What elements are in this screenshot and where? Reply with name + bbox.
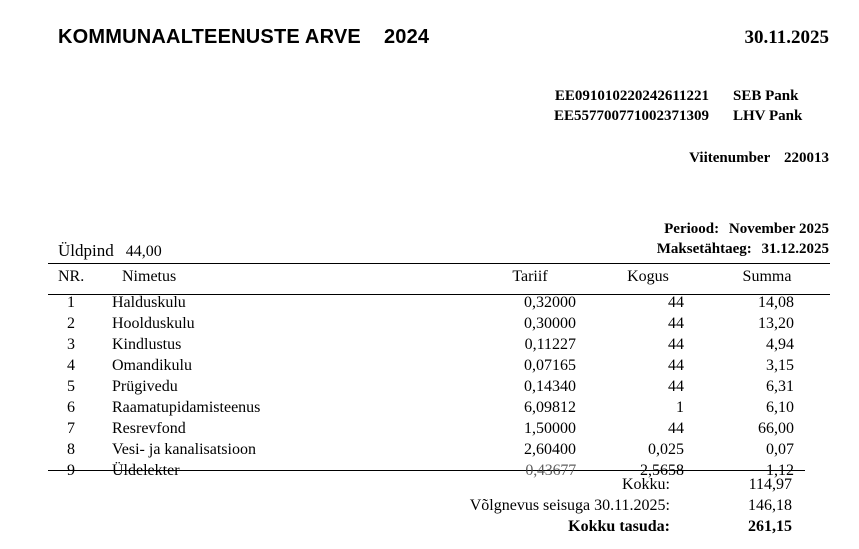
page-title: KOMMUNAALTEENUSTE ARVE 2024 [58,26,430,48]
bank-account-row [509,108,829,125]
bank-name: SEB Pank [733,88,799,104]
reference-number-label: Viitenumber [689,150,771,166]
total-value: 114,97 [748,476,792,493]
bank-iban: EE091010220242611221 [554,88,709,104]
period-block [657,219,829,260]
cell-sum: 1,12 [766,462,794,479]
cell-qty: 2,5658 [640,462,684,479]
table-row [48,378,838,399]
total-row-grand [380,518,838,539]
bank-iban: EE557700771002371309 [553,108,709,124]
total-area-value: 44,00 [125,243,162,260]
cell-name: Raamatupidamisteenus [112,399,261,416]
cell-qty: 44 [668,420,684,437]
table-row [48,357,838,378]
column-header-nr: NR. [58,268,85,285]
total-label: Kokku: [622,476,670,493]
invoice-date: 30.11.2025 [744,27,829,48]
bank-accounts [509,88,829,128]
cell-name: Resrevfond [112,420,186,437]
cell-sum: 3,15 [766,357,794,374]
table-row [48,441,838,462]
cell-tariff: 0,07165 [524,357,576,374]
total-area [58,241,162,261]
total-row-debt [380,497,838,518]
cell-name: Vesi- ja kanalisatsioon [112,441,256,458]
total-value: 146,18 [748,497,792,514]
reference-number [689,150,829,167]
cell-name: Hoolduskulu [112,315,195,332]
cell-qty: 44 [668,336,684,353]
cell-tariff: 0,32000 [524,294,576,311]
cell-nr: 9 [67,462,75,479]
cell-nr: 4 [67,357,75,374]
cell-sum: 6,10 [766,399,794,416]
cell-sum: 0,07 [766,441,794,458]
period-value: November 2025 [728,221,829,237]
cell-nr: 3 [67,336,75,353]
cell-sum: 66,00 [758,420,794,437]
cell-nr: 1 [67,294,75,311]
cell-name: Halduskulu [112,294,186,311]
table-rule-top [48,263,830,264]
cell-tariff: 2,60400 [524,441,576,458]
cell-qty: 1 [676,399,684,416]
cell-name: Üldelekter [112,462,180,479]
cell-tariff: 1,50000 [524,420,576,437]
grand-total-value: 261,15 [748,518,792,535]
cell-nr: 5 [67,378,75,395]
cell-qty: 44 [668,294,684,311]
period-label: Periood: [664,221,720,237]
table-row [48,294,838,315]
cell-nr: 7 [67,420,75,437]
period-row [657,219,829,239]
column-header-name: Nimetus [122,268,177,285]
cell-sum: 4,94 [766,336,794,353]
column-header-sum: Summa [742,268,792,285]
cell-tariff: 0,43677 [525,462,576,479]
cell-qty: 0,025 [648,441,684,458]
cell-tariff: 0,30000 [524,315,576,332]
cell-name: Kindlustus [112,336,182,353]
totals-section [380,476,838,539]
cell-sum: 6,31 [766,378,794,395]
cell-qty: 44 [668,378,684,395]
table-row [48,336,838,357]
charges-table [48,268,838,483]
column-header-qty: Kogus [627,268,669,285]
cell-tariff: 6,09812 [524,399,576,416]
table-row [48,399,838,420]
cell-sum: 13,20 [758,315,794,332]
cell-qty: 44 [668,357,684,374]
total-label: Võlgnevus seisuga 30.11.2025: [469,497,670,514]
cell-qty: 44 [668,315,684,332]
table-row [48,315,838,336]
due-date-label: Maksetähtaeg: [656,241,752,258]
due-date-row [657,239,829,259]
cell-tariff: 0,11227 [524,336,576,353]
bank-account-row [509,88,829,105]
cell-name: Prügivedu [112,378,178,395]
cell-sum: 14,08 [758,294,794,311]
total-row-subtotal [380,476,838,497]
cell-name: Omandikulu [112,357,192,374]
column-header-tariff: Tariif [512,268,548,285]
table-header-row [48,268,838,294]
cell-nr: 6 [67,399,75,416]
table-row [48,420,838,441]
due-date-value: 31.12.2025 [761,241,829,258]
bank-name: LHV Pank [733,108,803,124]
cell-nr: 2 [67,315,75,332]
reference-number-value: 220013 [784,150,829,166]
grand-total-label: Kokku tasuda: [568,518,670,535]
total-area-label: Üldpind [58,241,114,260]
cell-tariff: 0,14340 [524,378,576,395]
cell-nr: 8 [67,441,75,458]
